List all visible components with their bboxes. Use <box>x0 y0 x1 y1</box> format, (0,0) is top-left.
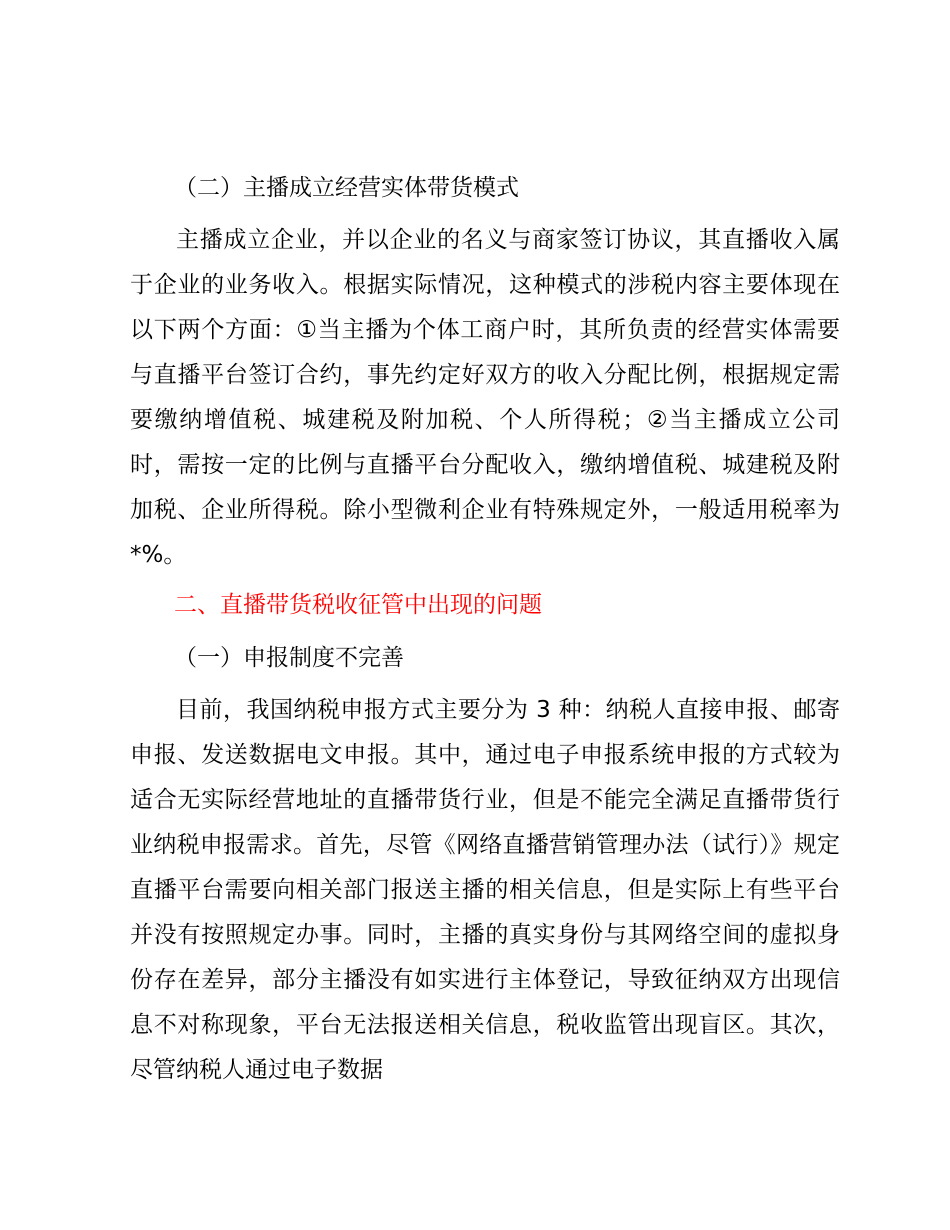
document-page <box>130 165 840 1093</box>
section-heading-anchor-entity-mode: （二）主播成立经营实体带货模式 <box>174 175 519 201</box>
section-heading-declaration-system: （一）申报制度不完善 <box>174 645 404 671</box>
paragraph-declaration-issues: 目前，我国纳税申报方式主要分为 3 种：纳税人直接申报、邮寄申报、发送数据电文申报。其中，通过电子申报系统申报的方式较为适合无实际经营地址的直播带货行业，但是不能完全满足直播带货行业纳税申报需求。首先，尽管《网络直播营销管理办法（试行）》规定直播平台需要向相关部门报送主播的相关信息，但是实际上有些平台并没有按照规定办事。同时，主播的真实身份与其网络空间的虚拟身份存在差异，部分主播没有如实进行主体登记，导致征纳双方出现信息不对称现象，平台无法报送相关信息，税收监管出现盲区。其次，尽管纳税人通过电子数据 <box>130 697 840 1083</box>
paragraph-anchor-entity-tax: 主播成立企业，并以企业的名义与商家签订协议，其直播收入属于企业的业务收入。根据实际情况，这种模式的涉税内容主要体现在以下两个方面：①当主播为个体工商户时，其所负责的经营实体需要与直播平台签订合约，事先约定好双方的收入分配比例，根据规定需要缴纳增值税、城建税及附加税、个人所得税；②当主播成立公司时，需按一定的比例与直播平台分配收入，缴纳增值税、城建税及附加税、企业所得税。除小型微利企业有特殊规定外，一般适用税率为*%。 <box>130 227 840 568</box>
chapter-heading-tax-problems: 二、直播带货税收征管中出现的问题 <box>174 592 542 618</box>
